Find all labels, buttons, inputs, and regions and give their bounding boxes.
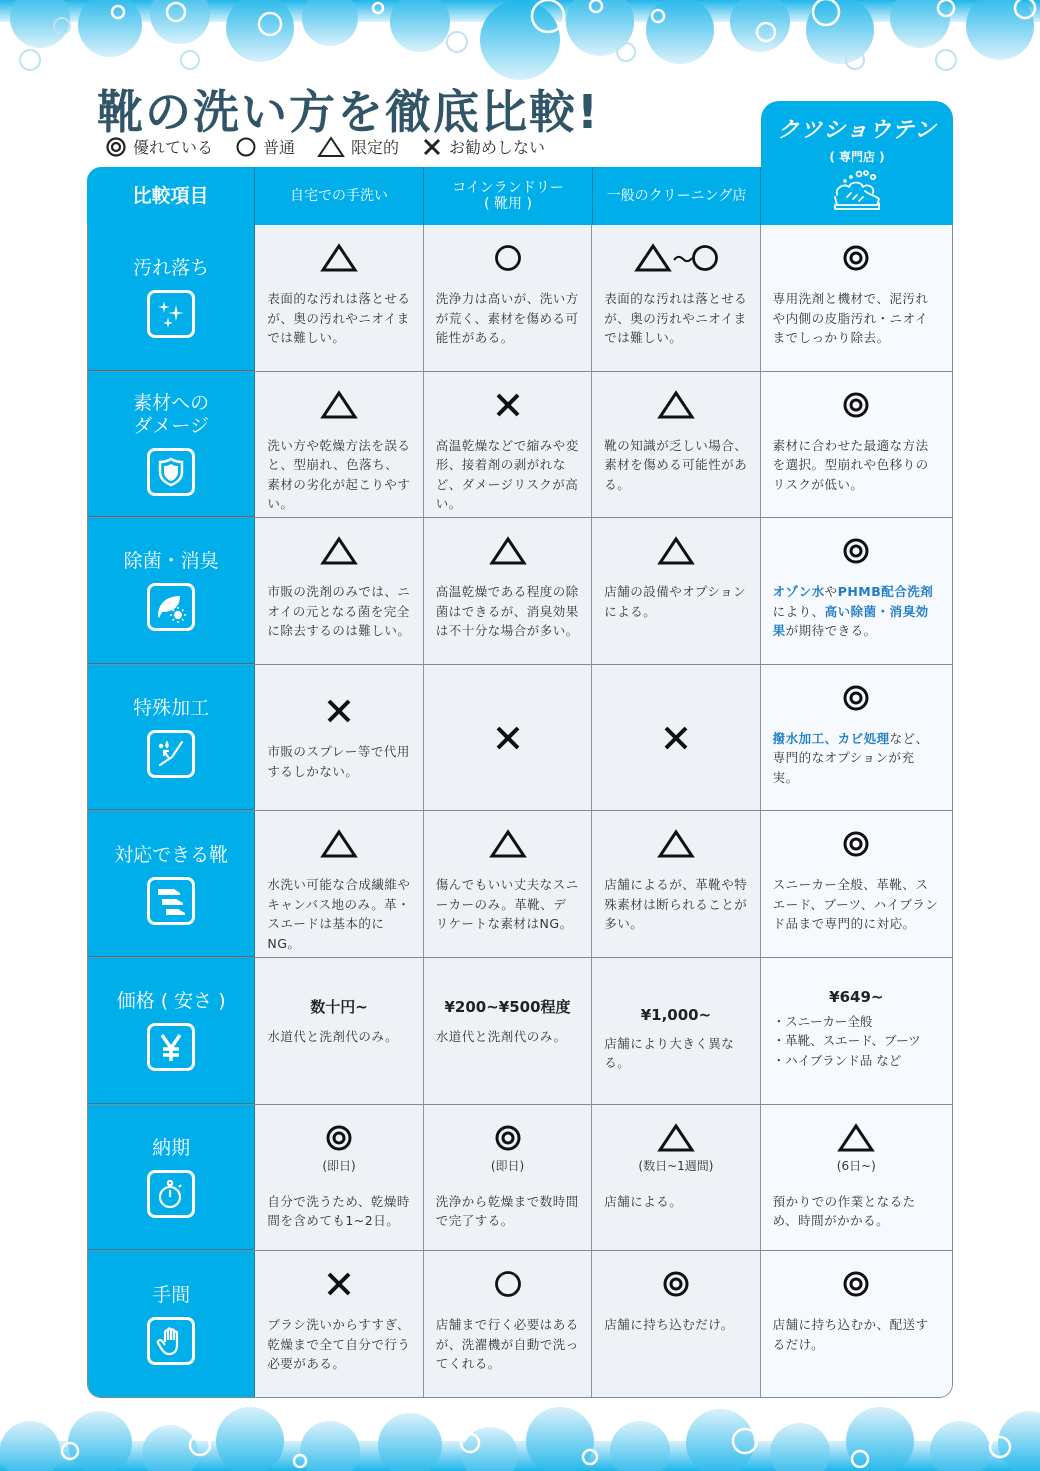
row-label: 特殊加工 [133, 697, 210, 720]
cross-icon [488, 721, 528, 755]
header-item-label: 比較項目 [87, 167, 255, 225]
price: ¥200~¥500程度 [444, 997, 571, 1016]
cell-desc: 洗浄から乾燥まで数時間で完了する。 [435, 1193, 579, 1229]
row-label: 素材への ダメージ [133, 392, 210, 438]
row-label: 手間 [152, 1283, 191, 1306]
row-label: 納期 [152, 1136, 191, 1159]
yen-icon [147, 1023, 195, 1071]
triangle-icon [488, 534, 528, 568]
cell-desc: 店舗によるが、革靴や特殊素材は断られることが多い。 [604, 877, 748, 932]
cell-coin-laundry [424, 1105, 592, 1251]
double-circle-icon [836, 241, 876, 275]
shield-icon [147, 448, 195, 496]
row-label: 汚れ落ち [133, 257, 210, 280]
circle-icon [488, 1267, 528, 1301]
cell-desc: 水道代と洗剤代のみ。 [435, 1028, 567, 1044]
row-label-cell [88, 372, 255, 518]
bullet-item: ・革靴、スエード、ブーツ [772, 1033, 921, 1049]
table-row [88, 518, 952, 665]
row-label-cell [88, 811, 255, 957]
cell-desc [773, 582, 940, 641]
row-label: 除菌・消臭 [123, 550, 219, 573]
shoes-icon [147, 877, 195, 925]
cell-general-cleaner [592, 518, 760, 664]
cell-desc: 洗浄力は高いが、洗い方が荒く、素材を傷める可能性がある。 [435, 291, 579, 345]
row-label-cell [88, 1251, 255, 1398]
row-label-cell [88, 665, 255, 811]
triangle-icon [319, 241, 359, 275]
cross-icon [421, 136, 443, 158]
text: など、専門的なオプションが充実。 [772, 730, 929, 785]
triangle-icon [319, 827, 359, 861]
cell-desc: 洗い方や乾燥方法を誤ると、型崩れ、色落ち、素材の劣化が起こりやすい。 [267, 437, 411, 512]
mark-sub: (即日) [490, 1158, 525, 1173]
cell-home-wash [255, 665, 423, 811]
table-row [88, 665, 952, 812]
triangle-icon [488, 827, 528, 861]
cell-shop [761, 1251, 952, 1398]
cell-coin-laundry [424, 1251, 592, 1398]
cell-desc: 靴の知識が乏しい場合、素材を傷める可能性がある。 [604, 437, 748, 492]
spray-icon [147, 730, 195, 778]
cell-general-cleaner [592, 225, 760, 371]
legend-item-limited [317, 135, 399, 158]
cell-coin-laundry [424, 372, 592, 518]
cell-desc: 素材に合わせた最適な方法を選択。型崩れや色移りのリスクが低い。 [772, 437, 929, 492]
cross-icon [319, 1267, 359, 1301]
cell-desc: ブラシ洗いからすすぎ、乾燥まで全て自分で行う必要がある。 [267, 1317, 411, 1372]
cell-desc: 傷んでもいい丈夫なスニーカーのみ。革靴、デリケートな素材はNG。 [435, 877, 579, 932]
cell-home-wash [255, 958, 423, 1104]
table-header [87, 167, 761, 225]
cell-desc: 専用洗剤と機材で、泥汚れや内側の皮脂汚れ・ニオイまでしっかり除去。 [772, 291, 929, 345]
cell-home-wash [255, 225, 423, 371]
double-circle-icon [836, 827, 876, 861]
triangle-icon [656, 534, 696, 568]
mark-sub: (数日~1週間) [638, 1158, 714, 1173]
cross-icon [319, 694, 359, 728]
cell-home-wash [255, 1251, 423, 1398]
circle-icon [235, 136, 257, 158]
cell-shop [761, 518, 952, 664]
highlight-text: 高い除菌・消臭効果 [772, 603, 929, 639]
cell-desc [773, 729, 940, 788]
cell-desc: 市販のスプレー等で代用するしかない。 [267, 744, 410, 779]
row-label-cell [88, 958, 255, 1104]
cross-icon [488, 388, 528, 422]
sparkle-icon [147, 290, 195, 338]
triangle-icon [319, 388, 359, 422]
row-label: 価格 ( 安さ ) [116, 990, 226, 1013]
cell-shop [761, 372, 952, 518]
cell-home-wash [255, 518, 423, 664]
highlight-text: オゾン水 [772, 584, 825, 600]
mark-sub: (即日) [322, 1158, 356, 1173]
triangle-to-circle-icon [631, 241, 721, 275]
cell-general-cleaner [592, 811, 760, 957]
cell-desc: 店舗まで行く必要はあるが、洗濯機が自動で洗ってくれる。 [435, 1317, 579, 1372]
cell-desc: 店舗に持ち込むだけ。 [604, 1317, 734, 1333]
table-row [88, 958, 952, 1105]
cell-coin-laundry [424, 958, 592, 1104]
row-label-cell [88, 518, 255, 664]
header-home-wash: 自宅での手洗い [255, 167, 424, 225]
double-circle-icon [836, 681, 876, 715]
row-label-cell [88, 1105, 255, 1251]
cell-desc: 高温乾燥である程度の除菌はできるが、消臭効果は不十分な場合が多い。 [435, 584, 579, 639]
cell-desc: 高温乾燥などで縮みや変形、接着剤の剥がれなど、ダメージリスクが高い。 [435, 437, 579, 512]
triangle-icon [317, 136, 345, 158]
row-label-cell [88, 225, 255, 371]
cell-desc: 店舗に持ち込むか、配送するだけ。 [772, 1317, 929, 1352]
legend-item-excellent [105, 135, 213, 158]
table-body [87, 225, 953, 1398]
text: や [824, 584, 838, 600]
cell-general-cleaner [592, 1105, 760, 1251]
price: 数十円~ [310, 997, 368, 1016]
cell-general-cleaner [592, 665, 760, 811]
cell-desc: 市販の洗剤のみでは、ニオイの元となる菌を完全に除去するのは難しい。 [267, 584, 411, 639]
header-shop [761, 101, 953, 225]
header-general-cleaner: 一般のクリーニング店 [593, 167, 761, 225]
header-coin-laundry: コインランドリー ( 靴用 ) [424, 167, 593, 225]
circle-icon [488, 241, 528, 275]
cell-desc: スニーカー全般、革靴、スエード、ブーツ、ハイブランド品まで専門的に対応。 [772, 877, 939, 932]
table-row [88, 372, 952, 519]
cell-desc: 店舗による。 [604, 1193, 683, 1209]
stopwatch-icon [147, 1170, 195, 1218]
cell-desc: 水道代と洗剤代のみ。 [267, 1028, 399, 1044]
legend-label: 限定的 [351, 138, 400, 157]
legend-item-not-recommended [421, 135, 545, 158]
cell-home-wash [255, 1105, 423, 1251]
cell-shop [761, 958, 952, 1104]
table-row [88, 811, 952, 958]
text: により、 [772, 603, 825, 619]
cell-coin-laundry [424, 811, 592, 957]
mark-sub: (6日~) [836, 1158, 876, 1173]
price-bullets [773, 1012, 940, 1071]
text: が期待できる。 [785, 623, 877, 639]
shoe-bubbles-icon [829, 169, 885, 215]
legend-label: お勧めしない [449, 138, 546, 157]
double-circle-icon [319, 1121, 359, 1155]
foam-bubbles-top [0, 0, 1040, 80]
bullet-item: ・ハイブランド品 など [772, 1052, 902, 1068]
cell-coin-laundry [424, 225, 592, 371]
cell-general-cleaner [592, 1251, 760, 1398]
cell-shop [761, 1105, 952, 1251]
double-circle-icon [836, 1267, 876, 1301]
double-circle-icon [836, 534, 876, 568]
cell-desc: 水洗い可能な合成繊維やキャンバス地のみ。革・スエードは基本的にNG。 [267, 877, 411, 951]
row-label: 対応できる靴 [114, 843, 229, 866]
double-circle-icon [656, 1267, 696, 1301]
cell-shop [761, 665, 952, 811]
triangle-icon [656, 827, 696, 861]
highlight-text: PHMB配合洗剤 [837, 584, 934, 600]
page-title: 靴の洗い方を徹底比較! [97, 85, 600, 139]
legend-label: 優れている [133, 138, 214, 157]
leaf-sun-icon [147, 583, 195, 631]
cell-desc: 店舗により大きく異なる。 [604, 1035, 735, 1071]
cell-desc: 表面的な汚れは落とせるが、奥の汚れやニオイまでは難しい。 [604, 291, 748, 345]
price: ¥1,000~ [640, 1005, 712, 1024]
legend-label: 普通 [263, 138, 296, 157]
cross-icon [656, 721, 696, 755]
table-row [88, 225, 952, 372]
triangle-icon [319, 534, 359, 568]
highlight-text: 撥水加工、カビ処理 [772, 730, 890, 746]
shop-name: クツショウテン [777, 118, 937, 143]
bullet-item: ・スニーカー全般 [772, 1013, 873, 1029]
cell-desc: 表面的な汚れは落とせるが、奥の汚れやニオイまでは難しい。 [267, 291, 411, 345]
shop-subtitle: ( 専門店 ) [829, 150, 885, 164]
triangle-icon [836, 1121, 876, 1155]
cell-shop [761, 225, 952, 371]
cell-home-wash [255, 811, 423, 957]
legend-item-normal [235, 135, 295, 158]
cell-home-wash [255, 372, 423, 518]
legend [105, 135, 567, 158]
triangle-icon [656, 388, 696, 422]
cell-coin-laundry [424, 665, 592, 811]
cell-desc: 預かりでの作業となるため、時間がかかる。 [772, 1193, 916, 1229]
hand-icon [147, 1317, 195, 1365]
cell-shop [761, 811, 952, 957]
cell-desc: 店舗の設備やオプションによる。 [604, 584, 747, 619]
table-row [88, 1251, 952, 1398]
cell-desc: 自分で洗うため、乾燥時間を含めても1~2日。 [267, 1193, 410, 1229]
cell-coin-laundry [424, 518, 592, 664]
double-circle-icon [105, 136, 127, 158]
price: ¥649~ [829, 987, 884, 1006]
double-circle-icon [488, 1121, 528, 1155]
cell-general-cleaner [592, 372, 760, 518]
double-circle-icon [836, 388, 876, 422]
triangle-icon [656, 1121, 696, 1155]
table-row [88, 1105, 952, 1252]
cell-general-cleaner [592, 958, 760, 1104]
